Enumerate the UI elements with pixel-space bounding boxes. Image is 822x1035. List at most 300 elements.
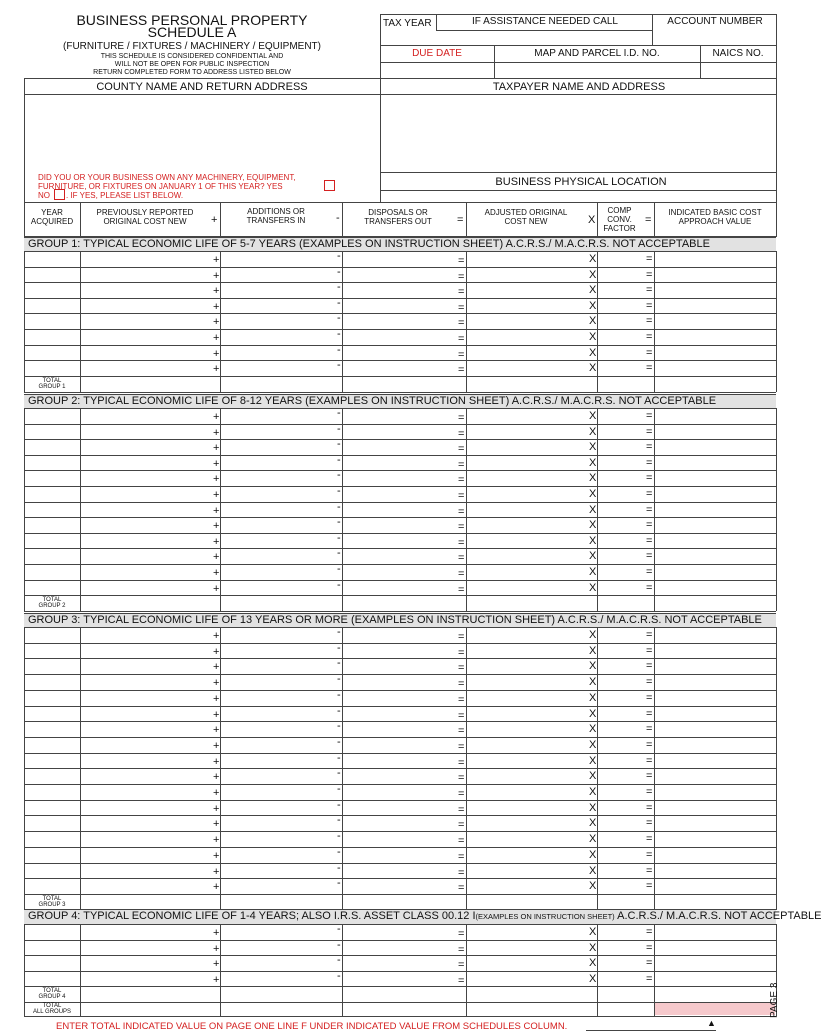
- additions-cell[interactable]: [221, 518, 341, 532]
- adjusted-cost-cell[interactable]: [467, 346, 596, 360]
- conv-factor-cell[interactable]: [598, 440, 653, 454]
- disposals-cell[interactable]: [343, 925, 465, 939]
- conv-factor-cell[interactable]: [598, 879, 653, 893]
- year-acquired-cell[interactable]: [25, 801, 79, 815]
- adjusted-cost-cell[interactable]: [467, 283, 596, 297]
- indicated-value-cell[interactable]: [655, 252, 775, 266]
- year-acquired-cell[interactable]: [25, 456, 79, 470]
- indicated-value-cell[interactable]: [655, 549, 775, 563]
- year-acquired-cell[interactable]: [25, 832, 79, 846]
- total-cell[interactable]: [343, 377, 465, 391]
- previous-cost-cell[interactable]: [81, 848, 219, 862]
- additions-cell[interactable]: [221, 440, 341, 454]
- indicated-value-cell[interactable]: [655, 644, 775, 658]
- previous-cost-cell[interactable]: [81, 299, 219, 313]
- disposals-cell[interactable]: [343, 816, 465, 830]
- year-acquired-cell[interactable]: [25, 440, 79, 454]
- year-acquired-cell[interactable]: [25, 409, 79, 423]
- year-acquired-cell[interactable]: [25, 299, 79, 313]
- yes-checkbox[interactable]: [324, 180, 335, 191]
- additions-cell[interactable]: [221, 453, 341, 470]
- adjusted-cost-cell[interactable]: [467, 581, 596, 595]
- additions-cell[interactable]: [221, 549, 341, 563]
- adjusted-cost-cell[interactable]: [467, 675, 596, 689]
- county-address-field[interactable]: [26, 96, 378, 170]
- year-acquired-cell[interactable]: [25, 283, 79, 297]
- adjusted-cost-cell[interactable]: [467, 628, 596, 642]
- previous-cost-cell[interactable]: [81, 785, 219, 799]
- indicated-value-cell[interactable]: [655, 440, 775, 454]
- year-acquired-cell[interactable]: [25, 816, 79, 830]
- conv-factor-cell[interactable]: [598, 941, 653, 955]
- disposals-cell[interactable]: [343, 361, 465, 375]
- year-acquired-cell[interactable]: [25, 925, 79, 939]
- indicated-value-cell[interactable]: [655, 801, 775, 815]
- previous-cost-cell[interactable]: [81, 268, 219, 282]
- physical-location-field[interactable]: [384, 190, 774, 202]
- disposals-cell[interactable]: [343, 330, 465, 344]
- conv-factor-cell[interactable]: [598, 330, 653, 344]
- additions-cell[interactable]: [221, 798, 341, 815]
- additions-cell[interactable]: [221, 938, 341, 955]
- adjusted-cost-cell[interactable]: [467, 785, 596, 799]
- year-acquired-cell[interactable]: [25, 941, 79, 955]
- adjusted-cost-cell[interactable]: [467, 925, 596, 939]
- disposals-cell[interactable]: [343, 941, 465, 955]
- year-acquired-cell[interactable]: [25, 707, 79, 721]
- disposals-cell[interactable]: [343, 299, 465, 313]
- disposals-cell[interactable]: [343, 487, 465, 501]
- previous-cost-cell[interactable]: [81, 707, 219, 721]
- indicated-value-cell[interactable]: [655, 659, 775, 673]
- adjusted-cost-cell[interactable]: [467, 565, 596, 579]
- adjusted-cost-cell[interactable]: [467, 330, 596, 344]
- adjusted-cost-cell[interactable]: [467, 503, 596, 517]
- conv-factor-cell[interactable]: [598, 534, 653, 548]
- conv-factor-cell[interactable]: [598, 314, 653, 328]
- year-acquired-cell[interactable]: [25, 675, 79, 689]
- adjusted-cost-cell[interactable]: [467, 956, 596, 970]
- previous-cost-cell[interactable]: [81, 440, 219, 454]
- conv-factor-cell[interactable]: [598, 707, 653, 721]
- additions-cell[interactable]: [221, 409, 341, 423]
- conv-factor-cell[interactable]: [598, 471, 653, 485]
- conv-factor-cell[interactable]: [598, 754, 653, 768]
- year-acquired-cell[interactable]: [25, 848, 79, 862]
- adjusted-cost-cell[interactable]: [467, 864, 596, 878]
- additions-cell[interactable]: [221, 956, 341, 970]
- year-acquired-cell[interactable]: [25, 691, 79, 705]
- disposals-cell[interactable]: [343, 581, 465, 595]
- previous-cost-cell[interactable]: [81, 801, 219, 815]
- previous-cost-cell[interactable]: [81, 864, 219, 878]
- additions-cell[interactable]: [221, 531, 341, 548]
- adjusted-cost-cell[interactable]: [467, 252, 596, 266]
- indicated-value-cell[interactable]: [655, 864, 775, 878]
- year-acquired-cell[interactable]: [25, 754, 79, 768]
- year-acquired-cell[interactable]: [25, 471, 79, 485]
- adjusted-cost-cell[interactable]: [467, 722, 596, 736]
- adjusted-cost-cell[interactable]: [467, 534, 596, 548]
- conv-factor-cell[interactable]: [598, 283, 653, 297]
- indicated-value-cell[interactable]: [655, 471, 775, 485]
- previous-cost-cell[interactable]: [81, 644, 219, 658]
- previous-cost-cell[interactable]: [81, 314, 219, 328]
- adjusted-cost-cell[interactable]: [467, 972, 596, 986]
- previous-cost-cell[interactable]: [81, 565, 219, 579]
- additions-cell[interactable]: [221, 751, 341, 768]
- previous-cost-cell[interactable]: [81, 691, 219, 705]
- adjusted-cost-cell[interactable]: [467, 832, 596, 846]
- indicated-value-cell[interactable]: [655, 283, 775, 297]
- disposals-cell[interactable]: [343, 534, 465, 548]
- additions-cell[interactable]: [221, 252, 341, 266]
- conv-factor-cell[interactable]: [598, 456, 653, 470]
- previous-cost-cell[interactable]: [81, 879, 219, 893]
- additions-cell[interactable]: [221, 314, 341, 328]
- naics-field[interactable]: [700, 62, 776, 76]
- total-cell[interactable]: [467, 377, 596, 391]
- indicated-value-cell[interactable]: [655, 299, 775, 313]
- adjusted-cost-cell[interactable]: [467, 801, 596, 815]
- year-acquired-cell[interactable]: [25, 330, 79, 344]
- disposals-cell[interactable]: [343, 440, 465, 454]
- conv-factor-cell[interactable]: [598, 691, 653, 705]
- disposals-cell[interactable]: [343, 409, 465, 423]
- previous-cost-cell[interactable]: [81, 549, 219, 563]
- previous-cost-cell[interactable]: [81, 925, 219, 939]
- conv-factor-cell[interactable]: [598, 848, 653, 862]
- disposals-cell[interactable]: [343, 252, 465, 266]
- previous-cost-cell[interactable]: [81, 361, 219, 375]
- total-cell[interactable]: [598, 895, 653, 909]
- total-cell[interactable]: [655, 377, 775, 391]
- indicated-value-cell[interactable]: [655, 534, 775, 548]
- disposals-cell[interactable]: [343, 456, 465, 470]
- year-acquired-cell[interactable]: [25, 644, 79, 658]
- year-acquired-cell[interactable]: [25, 346, 79, 360]
- previous-cost-cell[interactable]: [81, 675, 219, 689]
- indicated-value-cell[interactable]: [655, 785, 775, 799]
- disposals-cell[interactable]: [343, 754, 465, 768]
- adjusted-cost-cell[interactable]: [467, 518, 596, 532]
- disposals-cell[interactable]: [343, 549, 465, 563]
- previous-cost-cell[interactable]: [81, 252, 219, 266]
- indicated-value-cell[interactable]: [655, 518, 775, 532]
- conv-factor-cell[interactable]: [598, 925, 653, 939]
- additions-cell[interactable]: [221, 675, 341, 689]
- indicated-value-cell[interactable]: [655, 941, 775, 955]
- additions-cell[interactable]: [221, 785, 341, 799]
- conv-factor-cell[interactable]: [598, 738, 653, 752]
- additions-cell[interactable]: [221, 330, 341, 344]
- disposals-cell[interactable]: [343, 518, 465, 532]
- year-acquired-cell[interactable]: [25, 628, 79, 642]
- total-cell[interactable]: [343, 987, 465, 1001]
- additions-cell[interactable]: [221, 722, 341, 736]
- conv-factor-cell[interactable]: [598, 864, 653, 878]
- adjusted-cost-cell[interactable]: [467, 549, 596, 563]
- additions-cell[interactable]: [221, 832, 341, 846]
- indicated-value-cell[interactable]: [655, 581, 775, 595]
- additions-cell[interactable]: [221, 500, 341, 517]
- adjusted-cost-cell[interactable]: [467, 879, 596, 893]
- year-acquired-cell[interactable]: [25, 581, 79, 595]
- additions-cell[interactable]: [221, 735, 341, 752]
- indicated-value-cell[interactable]: [655, 832, 775, 846]
- year-acquired-cell[interactable]: [25, 268, 79, 282]
- total-cell[interactable]: [655, 987, 775, 1001]
- adjusted-cost-cell[interactable]: [467, 487, 596, 501]
- total-cell[interactable]: [81, 596, 219, 610]
- indicated-value-cell[interactable]: [655, 361, 775, 375]
- previous-cost-cell[interactable]: [81, 409, 219, 423]
- adjusted-cost-cell[interactable]: [467, 409, 596, 423]
- conv-factor-cell[interactable]: [598, 268, 653, 282]
- indicated-value-cell[interactable]: [655, 425, 775, 439]
- disposals-cell[interactable]: [343, 425, 465, 439]
- additions-cell[interactable]: [221, 578, 341, 595]
- previous-cost-cell[interactable]: [81, 425, 219, 439]
- disposals-cell[interactable]: [343, 659, 465, 673]
- additions-cell[interactable]: [221, 704, 341, 721]
- conv-factor-cell[interactable]: [598, 956, 653, 970]
- adjusted-cost-cell[interactable]: [467, 769, 596, 783]
- total-cell[interactable]: [81, 987, 219, 1001]
- adjusted-cost-cell[interactable]: [467, 314, 596, 328]
- indicated-value-cell[interactable]: [655, 722, 775, 736]
- year-acquired-cell[interactable]: [25, 314, 79, 328]
- additions-cell[interactable]: [221, 283, 341, 297]
- indicated-value-cell[interactable]: [655, 754, 775, 768]
- adjusted-cost-cell[interactable]: [467, 754, 596, 768]
- adjusted-cost-cell[interactable]: [467, 440, 596, 454]
- year-acquired-cell[interactable]: [25, 487, 79, 501]
- indicated-value-cell[interactable]: [655, 707, 775, 721]
- previous-cost-cell[interactable]: [81, 471, 219, 485]
- adjusted-cost-cell[interactable]: [467, 456, 596, 470]
- additions-cell[interactable]: [221, 487, 341, 501]
- disposals-cell[interactable]: [343, 972, 465, 986]
- total-cell[interactable]: [467, 596, 596, 610]
- total-cell[interactable]: [81, 377, 219, 391]
- conv-factor-cell[interactable]: [598, 628, 653, 642]
- disposals-cell[interactable]: [343, 268, 465, 282]
- additions-cell[interactable]: [221, 296, 341, 313]
- adjusted-cost-cell[interactable]: [467, 361, 596, 375]
- previous-cost-cell[interactable]: [81, 581, 219, 595]
- total-cell[interactable]: [343, 895, 465, 909]
- disposals-cell[interactable]: [343, 691, 465, 705]
- total-cell[interactable]: [655, 895, 775, 909]
- conv-factor-cell[interactable]: [598, 722, 653, 736]
- disposals-cell[interactable]: [343, 785, 465, 799]
- total-cell[interactable]: [343, 596, 465, 610]
- additions-cell[interactable]: [221, 565, 341, 579]
- conv-factor-cell[interactable]: [598, 425, 653, 439]
- previous-cost-cell[interactable]: [81, 518, 219, 532]
- taxpayer-address-field[interactable]: [384, 96, 774, 170]
- year-acquired-cell[interactable]: [25, 534, 79, 548]
- indicated-value-cell[interactable]: [655, 769, 775, 783]
- year-acquired-cell[interactable]: [25, 565, 79, 579]
- adjusted-cost-cell[interactable]: [467, 471, 596, 485]
- indicated-value-cell[interactable]: [655, 628, 775, 642]
- total-cell[interactable]: [598, 987, 653, 1001]
- conv-factor-cell[interactable]: [598, 409, 653, 423]
- previous-cost-cell[interactable]: [81, 722, 219, 736]
- year-acquired-cell[interactable]: [25, 549, 79, 563]
- additions-cell[interactable]: [221, 845, 341, 862]
- indicated-value-cell[interactable]: [655, 487, 775, 501]
- total-cell[interactable]: [221, 895, 341, 909]
- additions-cell[interactable]: [221, 471, 341, 485]
- map-parcel-field[interactable]: [494, 62, 700, 76]
- disposals-cell[interactable]: [343, 848, 465, 862]
- previous-cost-cell[interactable]: [81, 346, 219, 360]
- adjusted-cost-cell[interactable]: [467, 941, 596, 955]
- indicated-value-cell[interactable]: [655, 314, 775, 328]
- additions-cell[interactable]: [221, 879, 341, 893]
- conv-factor-cell[interactable]: [598, 503, 653, 517]
- conv-factor-cell[interactable]: [598, 565, 653, 579]
- total-cell[interactable]: [467, 987, 596, 1001]
- disposals-cell[interactable]: [343, 801, 465, 815]
- indicated-value-cell[interactable]: [655, 268, 775, 282]
- total-cell[interactable]: [221, 596, 341, 610]
- indicated-value-cell[interactable]: [655, 330, 775, 344]
- indicated-value-cell[interactable]: [655, 972, 775, 986]
- disposals-cell[interactable]: [343, 565, 465, 579]
- additions-cell[interactable]: [221, 641, 341, 658]
- year-acquired-cell[interactable]: [25, 252, 79, 266]
- previous-cost-cell[interactable]: [81, 941, 219, 955]
- indicated-value-cell[interactable]: [655, 565, 775, 579]
- conv-factor-cell[interactable]: [598, 252, 653, 266]
- disposals-cell[interactable]: [343, 644, 465, 658]
- adjusted-cost-cell[interactable]: [467, 707, 596, 721]
- due-date-field[interactable]: [381, 62, 493, 76]
- disposals-cell[interactable]: [343, 675, 465, 689]
- indicated-value-cell[interactable]: [655, 848, 775, 862]
- adjusted-cost-cell[interactable]: [467, 738, 596, 752]
- indicated-value-cell[interactable]: [655, 456, 775, 470]
- additions-cell[interactable]: [221, 769, 341, 783]
- year-acquired-cell[interactable]: [25, 785, 79, 799]
- previous-cost-cell[interactable]: [81, 832, 219, 846]
- disposals-cell[interactable]: [343, 314, 465, 328]
- account-number-field[interactable]: [654, 30, 776, 46]
- year-acquired-cell[interactable]: [25, 738, 79, 752]
- no-checkbox[interactable]: [54, 189, 65, 200]
- conv-factor-cell[interactable]: [598, 659, 653, 673]
- total-cell[interactable]: [655, 596, 775, 610]
- year-acquired-cell[interactable]: [25, 518, 79, 532]
- total-cell[interactable]: [81, 895, 219, 909]
- additions-cell[interactable]: [221, 422, 341, 439]
- previous-cost-cell[interactable]: [81, 487, 219, 501]
- conv-factor-cell[interactable]: [598, 769, 653, 783]
- conv-factor-cell[interactable]: [598, 785, 653, 799]
- additions-cell[interactable]: [221, 925, 341, 939]
- previous-cost-cell[interactable]: [81, 503, 219, 517]
- adjusted-cost-cell[interactable]: [467, 644, 596, 658]
- disposals-cell[interactable]: [343, 769, 465, 783]
- previous-cost-cell[interactable]: [81, 816, 219, 830]
- additions-cell[interactable]: [221, 265, 341, 282]
- indicated-value-cell[interactable]: [655, 879, 775, 893]
- previous-cost-cell[interactable]: [81, 754, 219, 768]
- year-acquired-cell[interactable]: [25, 864, 79, 878]
- disposals-cell[interactable]: [343, 503, 465, 517]
- disposals-cell[interactable]: [343, 283, 465, 297]
- disposals-cell[interactable]: [343, 722, 465, 736]
- conv-factor-cell[interactable]: [598, 675, 653, 689]
- year-acquired-cell[interactable]: [25, 659, 79, 673]
- conv-factor-cell[interactable]: [598, 549, 653, 563]
- additions-cell[interactable]: [221, 969, 341, 986]
- disposals-cell[interactable]: [343, 879, 465, 893]
- total-cell[interactable]: [598, 596, 653, 610]
- previous-cost-cell[interactable]: [81, 628, 219, 642]
- indicated-value-cell[interactable]: [655, 675, 775, 689]
- conv-factor-cell[interactable]: [598, 299, 653, 313]
- additions-cell[interactable]: [221, 688, 341, 705]
- conv-factor-cell[interactable]: [598, 832, 653, 846]
- conv-factor-cell[interactable]: [598, 361, 653, 375]
- conv-factor-cell[interactable]: [598, 346, 653, 360]
- conv-factor-cell[interactable]: [598, 801, 653, 815]
- year-acquired-cell[interactable]: [25, 722, 79, 736]
- previous-cost-cell[interactable]: [81, 283, 219, 297]
- conv-factor-cell[interactable]: [598, 644, 653, 658]
- additions-cell[interactable]: [221, 659, 341, 673]
- adjusted-cost-cell[interactable]: [467, 268, 596, 282]
- additions-cell[interactable]: [221, 361, 341, 375]
- year-acquired-cell[interactable]: [25, 503, 79, 517]
- adjusted-cost-cell[interactable]: [467, 848, 596, 862]
- previous-cost-cell[interactable]: [81, 659, 219, 673]
- disposals-cell[interactable]: [343, 738, 465, 752]
- disposals-cell[interactable]: [343, 471, 465, 485]
- previous-cost-cell[interactable]: [81, 534, 219, 548]
- adjusted-cost-cell[interactable]: [467, 816, 596, 830]
- total-cell[interactable]: [221, 987, 341, 1001]
- disposals-cell[interactable]: [343, 346, 465, 360]
- indicated-value-cell[interactable]: [655, 503, 775, 517]
- year-acquired-cell[interactable]: [25, 879, 79, 893]
- conv-factor-cell[interactable]: [598, 972, 653, 986]
- indicated-value-cell[interactable]: [655, 346, 775, 360]
- adjusted-cost-cell[interactable]: [467, 299, 596, 313]
- previous-cost-cell[interactable]: [81, 769, 219, 783]
- previous-cost-cell[interactable]: [81, 456, 219, 470]
- indicated-value-cell[interactable]: [655, 691, 775, 705]
- previous-cost-cell[interactable]: [81, 972, 219, 986]
- year-acquired-cell[interactable]: [25, 956, 79, 970]
- additions-cell[interactable]: [221, 816, 341, 830]
- additions-cell[interactable]: [221, 628, 341, 642]
- year-acquired-cell[interactable]: [25, 769, 79, 783]
- total-cell[interactable]: [221, 377, 341, 391]
- total-cell[interactable]: [467, 895, 596, 909]
- year-acquired-cell[interactable]: [25, 972, 79, 986]
- grand-total-value-cell[interactable]: [655, 1003, 775, 1015]
- disposals-cell[interactable]: [343, 832, 465, 846]
- previous-cost-cell[interactable]: [81, 330, 219, 344]
- indicated-value-cell[interactable]: [655, 956, 775, 970]
- disposals-cell[interactable]: [343, 864, 465, 878]
